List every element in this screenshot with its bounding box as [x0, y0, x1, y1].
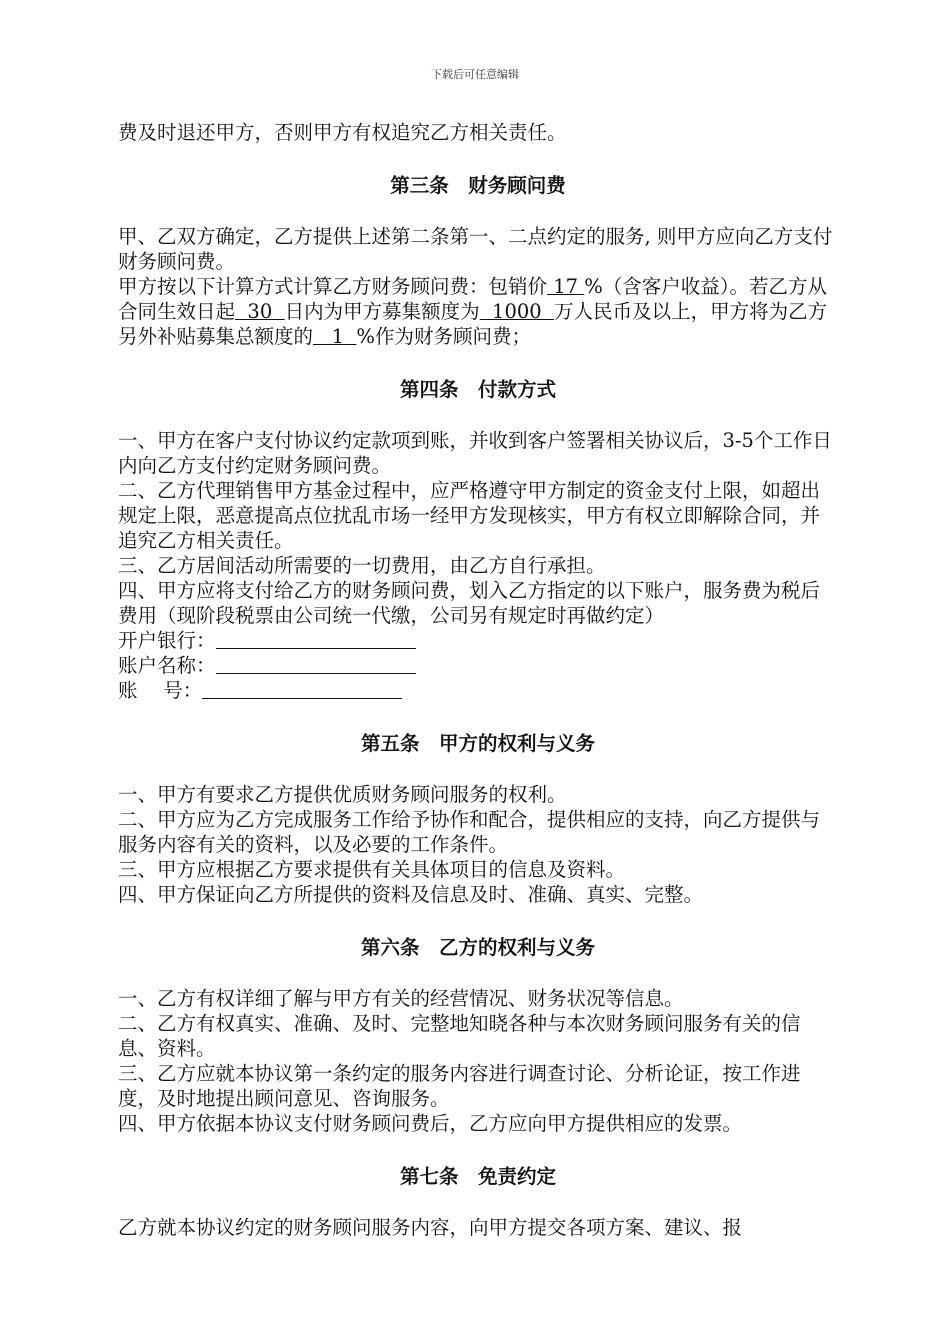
- account-number-line: [118, 678, 838, 703]
- paragraph: 四、甲方应将支付给乙方的财务顾问费，划入乙方指定的以下账户，服务费为税后费用（现阶段税票由公司统一代缴，公司另有规定时再做约定）: [118, 579, 821, 627]
- text: %（含客户收益）。若乙方从合同生效日起: [118, 275, 828, 323]
- bank-line: [118, 628, 838, 653]
- text: 万人民币及以上，甲方将为乙方另外补贴募集总额度的: [118, 300, 828, 348]
- filled-value: 30: [235, 300, 285, 323]
- article-4-title: 第四条 付款方式: [399, 378, 556, 401]
- page-header: 下载后可任意编辑: [431, 68, 519, 81]
- text: 甲方按以下计算方式计算乙方财务顾问费：包销价: [118, 275, 548, 298]
- filled-value: 1: [313, 325, 357, 348]
- paragraph: 一、乙方有权详细了解与甲方有关的经营情况、财务状况等信息。: [118, 987, 684, 1010]
- article-7-title: 第七条 免责约定: [399, 1165, 556, 1188]
- paragraph: 二、乙方代理销售甲方基金过程中，应严格遵守甲方制定的资金支付上限，如超出规定上限，恶意提高点位扰乱市场一经甲方发现核实，甲方有权立即解除合同，并追究乙方相关责任。: [118, 479, 821, 552]
- bank-blank: [216, 630, 416, 649]
- paragraph: 乙方就本协议约定的财务顾问服务内容，向甲方提交各项方案、建议、报: [118, 1216, 743, 1239]
- account-number-label: 账 号：: [118, 679, 203, 702]
- article-3-title: 第三条 财务顾问费: [390, 174, 566, 197]
- account-name-blank: [216, 655, 416, 674]
- paragraph: 一、甲方有要求乙方提供优质财务顾问服务的权利。: [118, 783, 567, 806]
- account-number-blank: [202, 680, 402, 699]
- document-body: [118, 120, 838, 1240]
- filled-value: 1000: [479, 300, 555, 323]
- filled-value: 17: [547, 275, 585, 298]
- article-6-title: 第六条 乙方的权利与义务: [360, 936, 595, 959]
- paragraph: 费及时退还甲方，否则甲方有权追究乙方相关责任。: [118, 121, 567, 144]
- bank-label: 开户银行：: [118, 629, 216, 652]
- text: 日内为甲方募集额度为: [284, 300, 480, 323]
- paragraph: 三、乙方居间活动所需要的一切费用，由乙方自行承担。: [118, 554, 606, 577]
- paragraph: 二、乙方有权真实、准确、及时、完整地知晓各种与本次财务顾问服务有关的信息、资料。: [118, 1012, 801, 1060]
- paragraph: 一、甲方在客户支付协议约定款项到账，并收到客户签署相关协议后，3-5个工作日内向乙方支付约定财务顾问费。: [118, 429, 832, 477]
- paragraph: 甲、乙双方确定，乙方提供上述第二条第一、二点约定的服务, 则甲方应向乙方支付财务顾问费。: [118, 225, 833, 273]
- paragraph: [118, 274, 838, 349]
- paragraph: 三、甲方应根据乙方要求提供有关具体项目的信息及资料。: [118, 858, 626, 881]
- article-5-title: 第五条 甲方的权利与义务: [360, 732, 595, 755]
- paragraph: 三、乙方应就本协议第一条约定的服务内容进行调查讨论、分析论证，按工作进度，及时地提出顾问意见、咨询服务。: [118, 1062, 801, 1110]
- paragraph: 二、甲方应为乙方完成服务工作给予协作和配合，提供相应的支持，向乙方提供与服务内容有关的资料，以及必要的工作条件。: [118, 808, 821, 856]
- text: %作为财务顾问费；: [356, 325, 531, 348]
- paragraph: 四、甲方依据本协议支付财务顾问费后，乙方应向甲方提供相应的发票。: [118, 1112, 743, 1135]
- account-name-line: [118, 653, 838, 678]
- paragraph: 四、甲方保证向乙方所提供的资料及信息及时、准确、真实、完整。: [118, 883, 704, 906]
- account-name-label: 账户名称：: [118, 654, 216, 677]
